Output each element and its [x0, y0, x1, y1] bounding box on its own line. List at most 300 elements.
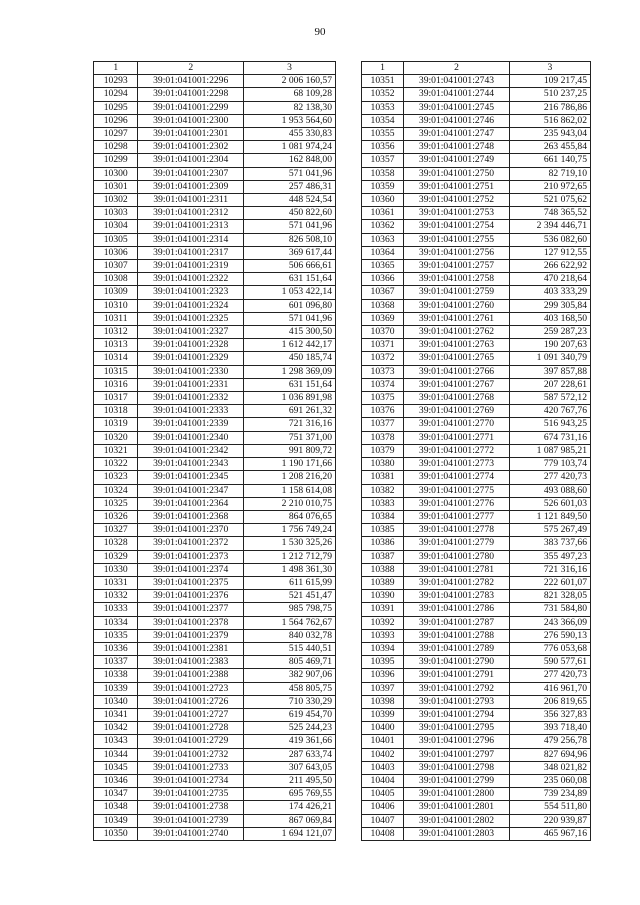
table-row — [94, 418, 336, 431]
table-row — [94, 616, 336, 629]
table-row — [94, 128, 336, 141]
cadastral-number-cell: 39:01:041001:2770 — [404, 418, 510, 431]
table-row — [362, 524, 591, 537]
cadastral-number-cell: 39:01:041001:2778 — [404, 524, 510, 537]
value-cell: 674 731,16 — [509, 431, 590, 444]
cadastral-number-cell: 39:01:041001:2779 — [404, 537, 510, 550]
table-row — [362, 180, 591, 193]
cadastral-number-cell: 39:01:041001:2801 — [404, 801, 510, 814]
cadastral-number-cell: 39:01:041001:2388 — [138, 669, 243, 682]
table-row — [362, 128, 591, 141]
cadastral-number-cell: 39:01:041001:2374 — [138, 563, 243, 576]
cadastral-number-cell: 39:01:041001:2789 — [404, 642, 510, 655]
table-row — [94, 576, 336, 589]
row-number-cell: 10406 — [362, 801, 404, 814]
table-row — [362, 642, 591, 655]
table-row — [94, 299, 336, 312]
row-number-cell: 10341 — [94, 708, 138, 721]
table-row — [94, 286, 336, 299]
row-number-cell: 10402 — [362, 748, 404, 761]
row-number-cell: 10401 — [362, 735, 404, 748]
column-header: 1 — [94, 62, 138, 75]
row-number-cell: 10354 — [362, 114, 404, 127]
row-number-cell: 10384 — [362, 510, 404, 523]
row-number-cell: 10311 — [94, 312, 138, 325]
table-row — [94, 748, 336, 761]
cadastral-number-cell: 39:01:041001:2791 — [404, 669, 510, 682]
cadastral-number-cell: 39:01:041001:2782 — [404, 576, 510, 589]
value-cell: 1 190 171,66 — [243, 458, 335, 471]
value-cell: 1 087 985,21 — [509, 444, 590, 457]
row-number-cell: 10306 — [94, 246, 138, 259]
cadastral-number-cell: 39:01:041001:2381 — [138, 642, 243, 655]
table-row — [362, 761, 591, 774]
table-row — [362, 405, 591, 418]
cadastral-number-cell: 39:01:041001:2311 — [138, 194, 243, 207]
value-cell: 2 210 010,75 — [243, 497, 335, 510]
value-cell: 266 622,92 — [509, 260, 590, 273]
value-cell: 1 564 762,67 — [243, 616, 335, 629]
row-number-cell: 10360 — [362, 194, 404, 207]
row-number-cell: 10397 — [362, 682, 404, 695]
table-row — [94, 524, 336, 537]
value-cell: 827 694,96 — [509, 748, 590, 761]
value-cell: 526 601,03 — [509, 497, 590, 510]
row-number-cell: 10349 — [94, 814, 138, 827]
row-number-cell: 10370 — [362, 326, 404, 339]
cadastral-number-cell: 39:01:041001:2759 — [404, 286, 510, 299]
table-row — [362, 497, 591, 510]
cadastral-number-cell: 39:01:041001:2332 — [138, 392, 243, 405]
table-row — [362, 194, 591, 207]
table-row — [362, 246, 591, 259]
value-cell: 174 426,21 — [243, 801, 335, 814]
table-row — [362, 801, 591, 814]
row-number-cell: 10312 — [94, 326, 138, 339]
cadastral-number-cell: 39:01:041001:2322 — [138, 273, 243, 286]
table-row — [362, 141, 591, 154]
value-cell: 1 053 422,14 — [243, 286, 335, 299]
table-header-row — [362, 62, 591, 75]
value-cell: 307 643,05 — [243, 761, 335, 774]
row-number-cell: 10302 — [94, 194, 138, 207]
row-number-cell: 10298 — [94, 141, 138, 154]
table-row — [362, 392, 591, 405]
value-cell: 257 486,31 — [243, 180, 335, 193]
cadastral-number-cell: 39:01:041001:2754 — [404, 220, 510, 233]
row-number-cell: 10366 — [362, 273, 404, 286]
cadastral-number-cell: 39:01:041001:2342 — [138, 444, 243, 457]
cadastral-number-cell: 39:01:041001:2373 — [138, 550, 243, 563]
value-cell: 355 497,23 — [509, 550, 590, 563]
table-row — [362, 260, 591, 273]
row-number-cell: 10393 — [362, 629, 404, 642]
cadastral-number-cell: 39:01:041001:2302 — [138, 141, 243, 154]
table-row — [362, 286, 591, 299]
table-row — [94, 273, 336, 286]
cadastral-number-cell: 39:01:041001:2733 — [138, 761, 243, 774]
table-row — [362, 233, 591, 246]
table-row — [362, 669, 591, 682]
row-number-cell: 10347 — [94, 788, 138, 801]
value-cell: 2 394 446,71 — [509, 220, 590, 233]
cadastral-number-cell: 39:01:041001:2758 — [404, 273, 510, 286]
cadastral-number-cell: 39:01:041001:2772 — [404, 444, 510, 457]
value-cell: 207 228,61 — [509, 378, 590, 391]
table-row — [94, 814, 336, 827]
value-cell: 554 511,80 — [509, 801, 590, 814]
value-cell: 867 069,84 — [243, 814, 335, 827]
value-cell: 211 495,50 — [243, 774, 335, 787]
cadastral-number-cell: 39:01:041001:2777 — [404, 510, 510, 523]
cadastral-number-cell: 39:01:041001:2790 — [404, 656, 510, 669]
table-row — [94, 471, 336, 484]
table-row — [94, 603, 336, 616]
cadastral-number-cell: 39:01:041001:2340 — [138, 431, 243, 444]
row-number-cell: 10340 — [94, 695, 138, 708]
cadastral-number-cell: 39:01:041001:2746 — [404, 114, 510, 127]
table-row — [94, 312, 336, 325]
cadastral-number-cell: 39:01:041001:2301 — [138, 128, 243, 141]
table-row — [94, 642, 336, 655]
table-row — [94, 722, 336, 735]
cadastral-number-cell: 39:01:041001:2327 — [138, 326, 243, 339]
value-cell: 571 041,96 — [243, 167, 335, 180]
value-cell: 277 420,73 — [509, 471, 590, 484]
table-body — [94, 62, 336, 841]
row-number-cell: 10326 — [94, 510, 138, 523]
value-cell: 206 819,65 — [509, 695, 590, 708]
row-number-cell: 10336 — [94, 642, 138, 655]
cadastral-number-cell: 39:01:041001:2793 — [404, 695, 510, 708]
table-row — [362, 88, 591, 101]
row-number-cell: 10333 — [94, 603, 138, 616]
cadastral-number-cell: 39:01:041001:2787 — [404, 616, 510, 629]
table-row — [362, 695, 591, 708]
table-row — [94, 246, 336, 259]
value-cell: 235 060,08 — [509, 774, 590, 787]
registry-table-left — [93, 61, 336, 841]
row-number-cell: 10358 — [362, 167, 404, 180]
cadastral-number-cell: 39:01:041001:2802 — [404, 814, 510, 827]
row-number-cell: 10380 — [362, 458, 404, 471]
cadastral-number-cell: 39:01:041001:2774 — [404, 471, 510, 484]
value-cell: 1 530 325,26 — [243, 537, 335, 550]
row-number-cell: 10335 — [94, 629, 138, 642]
row-number-cell: 10293 — [94, 75, 138, 88]
table-row — [362, 418, 591, 431]
table-row — [362, 563, 591, 576]
table-row — [94, 510, 336, 523]
cadastral-number-cell: 39:01:041001:2329 — [138, 352, 243, 365]
value-cell: 348 021,82 — [509, 761, 590, 774]
table-row — [94, 656, 336, 669]
table-row — [94, 550, 336, 563]
row-number-cell: 10365 — [362, 260, 404, 273]
value-cell: 235 943,04 — [509, 128, 590, 141]
value-cell: 521 075,62 — [509, 194, 590, 207]
column-header: 3 — [509, 62, 590, 75]
table-row — [362, 616, 591, 629]
row-number-cell: 10353 — [362, 101, 404, 114]
cadastral-number-cell: 39:01:041001:2795 — [404, 722, 510, 735]
cadastral-number-cell: 39:01:041001:2323 — [138, 286, 243, 299]
cadastral-number-cell: 39:01:041001:2773 — [404, 458, 510, 471]
value-cell: 210 972,65 — [509, 180, 590, 193]
table-row — [94, 484, 336, 497]
cadastral-number-cell: 39:01:041001:2756 — [404, 246, 510, 259]
table-row — [94, 220, 336, 233]
value-cell: 661 140,75 — [509, 154, 590, 167]
cadastral-number-cell: 39:01:041001:2300 — [138, 114, 243, 127]
cadastral-number-cell: 39:01:041001:2729 — [138, 735, 243, 748]
row-number-cell: 10330 — [94, 563, 138, 576]
value-cell: 1 081 974,24 — [243, 141, 335, 154]
value-cell: 695 769,55 — [243, 788, 335, 801]
value-cell: 991 809,72 — [243, 444, 335, 457]
value-cell: 383 737,66 — [509, 537, 590, 550]
row-number-cell: 10403 — [362, 761, 404, 774]
row-number-cell: 10376 — [362, 405, 404, 418]
value-cell: 571 041,96 — [243, 220, 335, 233]
table-row — [362, 590, 591, 603]
row-number-cell: 10325 — [94, 497, 138, 510]
cadastral-number-cell: 39:01:041001:2781 — [404, 563, 510, 576]
value-cell: 611 615,99 — [243, 576, 335, 589]
value-cell: 864 076,65 — [243, 510, 335, 523]
cadastral-number-cell: 39:01:041001:2370 — [138, 524, 243, 537]
page-number: 90 — [314, 26, 326, 38]
row-number-cell: 10399 — [362, 708, 404, 721]
row-number-cell: 10342 — [94, 722, 138, 735]
cadastral-number-cell: 39:01:041001:2749 — [404, 154, 510, 167]
row-number-cell: 10355 — [362, 128, 404, 141]
table-row — [94, 563, 336, 576]
value-cell: 397 857,88 — [509, 365, 590, 378]
value-cell: 1 298 369,09 — [243, 365, 335, 378]
cadastral-number-cell: 39:01:041001:2307 — [138, 167, 243, 180]
column-header: 1 — [362, 62, 404, 75]
value-cell: 1 091 340,79 — [509, 352, 590, 365]
value-cell: 68 109,28 — [243, 88, 335, 101]
cadastral-number-cell: 39:01:041001:2799 — [404, 774, 510, 787]
row-number-cell: 10334 — [94, 616, 138, 629]
cadastral-number-cell: 39:01:041001:2331 — [138, 378, 243, 391]
table-row — [362, 431, 591, 444]
table-row — [362, 774, 591, 787]
table-row — [362, 788, 591, 801]
row-number-cell: 10339 — [94, 682, 138, 695]
value-cell: 590 577,61 — [509, 656, 590, 669]
table-row — [94, 431, 336, 444]
table-row — [362, 484, 591, 497]
table-row — [94, 788, 336, 801]
value-cell: 127 912,55 — [509, 246, 590, 259]
value-cell: 751 371,00 — [243, 431, 335, 444]
row-number-cell: 10323 — [94, 471, 138, 484]
value-cell: 403 333,29 — [509, 286, 590, 299]
row-number-cell: 10295 — [94, 101, 138, 114]
row-number-cell: 10383 — [362, 497, 404, 510]
value-cell: 162 848,00 — [243, 154, 335, 167]
cadastral-number-cell: 39:01:041001:2745 — [404, 101, 510, 114]
value-cell: 776 053,68 — [509, 642, 590, 655]
row-number-cell: 10301 — [94, 180, 138, 193]
row-number-cell: 10297 — [94, 128, 138, 141]
registry-table-right — [361, 61, 591, 841]
value-cell: 1 498 361,30 — [243, 563, 335, 576]
cadastral-number-cell: 39:01:041001:2753 — [404, 207, 510, 220]
value-cell: 190 207,63 — [509, 339, 590, 352]
row-number-cell: 10382 — [362, 484, 404, 497]
table-row — [362, 656, 591, 669]
value-cell: 277 420,73 — [509, 669, 590, 682]
value-cell: 419 361,66 — [243, 735, 335, 748]
table-row — [94, 537, 336, 550]
table-row — [94, 378, 336, 391]
table-row — [94, 669, 336, 682]
table-row — [94, 392, 336, 405]
table-row — [362, 75, 591, 88]
row-number-cell: 10372 — [362, 352, 404, 365]
table-row — [362, 550, 591, 563]
cadastral-number-cell: 39:01:041001:2798 — [404, 761, 510, 774]
value-cell: 521 451,47 — [243, 590, 335, 603]
row-number-cell: 10363 — [362, 233, 404, 246]
value-cell: 222 601,07 — [509, 576, 590, 589]
row-number-cell: 10296 — [94, 114, 138, 127]
value-cell: 82 719,10 — [509, 167, 590, 180]
table-body — [362, 62, 591, 841]
cadastral-number-cell: 39:01:041001:2760 — [404, 299, 510, 312]
table-row — [362, 207, 591, 220]
cadastral-number-cell: 39:01:041001:2767 — [404, 378, 510, 391]
table-row — [94, 207, 336, 220]
value-cell: 416 961,70 — [509, 682, 590, 695]
table-row — [94, 458, 336, 471]
value-cell: 458 805,75 — [243, 682, 335, 695]
value-cell: 601 096,80 — [243, 299, 335, 312]
table-row — [362, 444, 591, 457]
value-cell: 510 237,25 — [509, 88, 590, 101]
row-number-cell: 10350 — [94, 827, 138, 840]
cadastral-number-cell: 39:01:041001:2309 — [138, 180, 243, 193]
row-number-cell: 10305 — [94, 233, 138, 246]
value-cell: 731 584,80 — [509, 603, 590, 616]
value-cell: 826 508,10 — [243, 233, 335, 246]
table-row — [94, 365, 336, 378]
row-number-cell: 10327 — [94, 524, 138, 537]
cadastral-number-cell: 39:01:041001:2748 — [404, 141, 510, 154]
cadastral-number-cell: 39:01:041001:2766 — [404, 365, 510, 378]
cadastral-number-cell: 39:01:041001:2375 — [138, 576, 243, 589]
value-cell: 109 217,45 — [509, 75, 590, 88]
table-row — [362, 722, 591, 735]
cadastral-number-cell: 39:01:041001:2757 — [404, 260, 510, 273]
table-row — [94, 180, 336, 193]
row-number-cell: 10378 — [362, 431, 404, 444]
row-number-cell: 10303 — [94, 207, 138, 220]
row-number-cell: 10316 — [94, 378, 138, 391]
table-row — [362, 352, 591, 365]
cadastral-number-cell: 39:01:041001:2383 — [138, 656, 243, 669]
table-row — [94, 801, 336, 814]
cadastral-number-cell: 39:01:041001:2740 — [138, 827, 243, 840]
value-cell: 710 330,29 — [243, 695, 335, 708]
row-number-cell: 10324 — [94, 484, 138, 497]
cadastral-number-cell: 39:01:041001:2732 — [138, 748, 243, 761]
cadastral-number-cell: 39:01:041001:2788 — [404, 629, 510, 642]
row-number-cell: 10391 — [362, 603, 404, 616]
table-row — [94, 444, 336, 457]
row-number-cell: 10386 — [362, 537, 404, 550]
cadastral-number-cell: 39:01:041001:2312 — [138, 207, 243, 220]
cadastral-number-cell: 39:01:041001:2304 — [138, 154, 243, 167]
cadastral-number-cell: 39:01:041001:2347 — [138, 484, 243, 497]
value-cell: 455 330,83 — [243, 128, 335, 141]
row-number-cell: 10364 — [362, 246, 404, 259]
value-cell: 369 617,44 — [243, 246, 335, 259]
column-header: 3 — [243, 62, 335, 75]
value-cell: 739 234,89 — [509, 788, 590, 801]
cadastral-number-cell: 39:01:041001:2747 — [404, 128, 510, 141]
cadastral-number-cell: 39:01:041001:2776 — [404, 497, 510, 510]
row-number-cell: 10309 — [94, 286, 138, 299]
table-row — [94, 590, 336, 603]
cadastral-number-cell: 39:01:041001:2786 — [404, 603, 510, 616]
value-cell: 721 316,16 — [509, 563, 590, 576]
table-row — [94, 141, 336, 154]
row-number-cell: 10369 — [362, 312, 404, 325]
column-header: 2 — [138, 62, 243, 75]
row-number-cell: 10394 — [362, 642, 404, 655]
value-cell: 575 267,49 — [509, 524, 590, 537]
table-row — [362, 101, 591, 114]
table-row — [94, 827, 336, 840]
row-number-cell: 10375 — [362, 392, 404, 405]
cadastral-number-cell: 39:01:041001:2314 — [138, 233, 243, 246]
value-cell: 420 767,76 — [509, 405, 590, 418]
value-cell: 1 121 849,50 — [509, 510, 590, 523]
row-number-cell: 10338 — [94, 669, 138, 682]
row-number-cell: 10320 — [94, 431, 138, 444]
table-row — [94, 339, 336, 352]
row-number-cell: 10362 — [362, 220, 404, 233]
cadastral-number-cell: 39:01:041001:2319 — [138, 260, 243, 273]
cadastral-number-cell: 39:01:041001:2765 — [404, 352, 510, 365]
cadastral-number-cell: 39:01:041001:2379 — [138, 629, 243, 642]
cadastral-number-cell: 39:01:041001:2378 — [138, 616, 243, 629]
cadastral-number-cell: 39:01:041001:2330 — [138, 365, 243, 378]
cadastral-number-cell: 39:01:041001:2775 — [404, 484, 510, 497]
value-cell: 356 327,83 — [509, 708, 590, 721]
cadastral-number-cell: 39:01:041001:2750 — [404, 167, 510, 180]
table-row — [94, 708, 336, 721]
table-row — [94, 497, 336, 510]
cadastral-number-cell: 39:01:041001:2333 — [138, 405, 243, 418]
cadastral-number-cell: 39:01:041001:2298 — [138, 88, 243, 101]
row-number-cell: 10308 — [94, 273, 138, 286]
value-cell: 748 365,52 — [509, 207, 590, 220]
value-cell: 516 862,02 — [509, 114, 590, 127]
value-cell: 536 082,60 — [509, 233, 590, 246]
value-cell: 493 088,60 — [509, 484, 590, 497]
row-number-cell: 10345 — [94, 761, 138, 774]
row-number-cell: 10300 — [94, 167, 138, 180]
cadastral-number-cell: 39:01:041001:2755 — [404, 233, 510, 246]
cadastral-number-cell: 39:01:041001:2761 — [404, 312, 510, 325]
value-cell: 840 032,78 — [243, 629, 335, 642]
